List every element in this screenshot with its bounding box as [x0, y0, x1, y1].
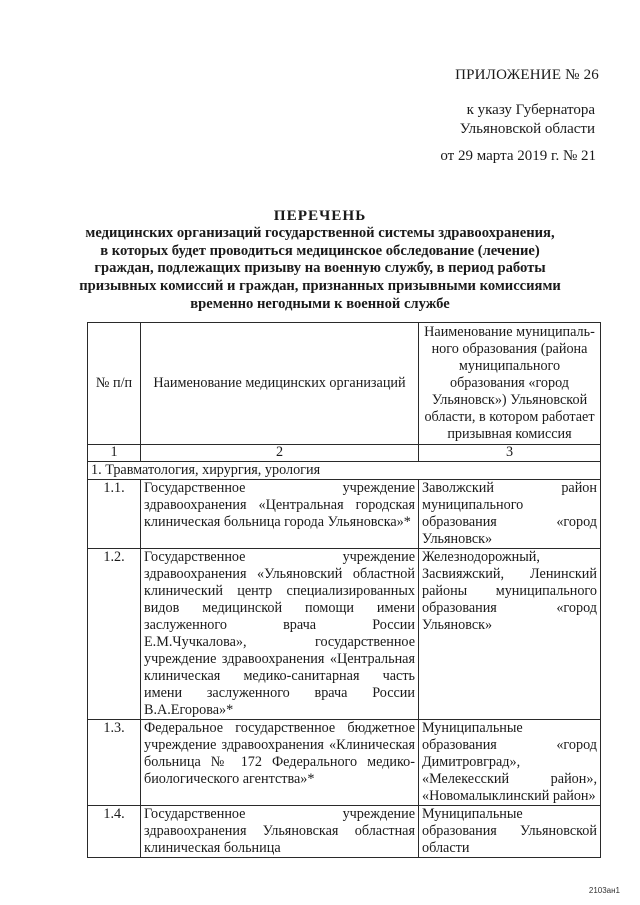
header-municipality: Наименование муниципаль-ного образования (района муниципального образования «город Ульяновск») Ульяновской области, в котором работает призывная комиссия — [419, 323, 601, 445]
table-header-row — [88, 323, 601, 445]
row-index: 1.4. — [88, 806, 141, 858]
decree-date: от 29 марта 2019 г. № 21 — [440, 148, 596, 164]
document-code: 2103ан1 — [588, 886, 620, 895]
row-index: 1.2. — [88, 549, 141, 720]
municipality-name: Заволжский район муниципального образования «город Ульяновск» — [419, 480, 601, 549]
title-line: в которых будет проводиться медицинское обследование (лечение) — [100, 242, 540, 259]
row-index: 1.3. — [88, 720, 141, 806]
title-line: медицинских организаций государственной системы здравоохранения, — [85, 224, 555, 241]
annex-label: ПРИЛОЖЕНИЕ № 26 — [455, 67, 599, 83]
table-row — [88, 480, 601, 549]
municipality-name: Муниципальные образования Ульяновской области — [419, 806, 601, 858]
title-line: призывных комиссий и граждан, признанных призывными комиссиями — [79, 278, 561, 295]
column-number: 2 — [141, 445, 419, 462]
decree-reference-line2: Ульяновской области — [459, 121, 595, 137]
organization-name: Государственное учреждение здравоохранения «Ульяновский областной клинический центр специализированных видов медицинской помощи имени заслуженного врача России Е.М.Чучкалова», государственное учреждение здравоохранения «Центральная клиническая медико-санитарная часть имени заслуженного врача России В.А.Егорова»* — [141, 549, 419, 720]
organization-name: Федеральное государственное бюджетное учреждение здравоохранения «Клиническая больница № 172 Федерального медико-биологического агентства»* — [141, 720, 419, 806]
table-row — [88, 549, 601, 720]
section-row — [88, 462, 601, 480]
row-index: 1.1. — [88, 480, 141, 549]
column-numbers-row — [88, 445, 601, 462]
header-organization: Наименование медицинских организаций — [141, 323, 419, 445]
table-row — [88, 806, 601, 858]
organizations-table — [87, 322, 601, 858]
organization-name: Государственное учреждение здравоохранения Ульяновская областная клиническая больница — [141, 806, 419, 858]
title-line: граждан, подлежащих призыву на военную службу, в период работы — [94, 260, 546, 277]
municipality-name: Муниципальные образования «город Димитровград», «Мелекесский район», «Новомалыклинский район» — [419, 720, 601, 806]
column-number: 3 — [419, 445, 601, 462]
page-title: ПЕРЕЧЕНЬ — [273, 207, 367, 224]
header-number: № п/п — [88, 323, 141, 445]
decree-reference-line1: к указу Губернатора — [466, 102, 595, 118]
organization-name: Государственное учреждение здравоохранения «Центральная городская клиническая больница города Ульяновска»* — [141, 480, 419, 549]
document-title — [64, 207, 576, 314]
table-row — [88, 720, 601, 806]
municipality-name: Железнодорожный, Засвияжский, Ленинский районы муниципального образования «город Ульяновск» — [419, 549, 601, 720]
column-number: 1 — [88, 445, 141, 462]
section-title: 1. Травматология, хирургия, урология — [88, 462, 601, 480]
title-line: временно негодными к военной службе — [190, 295, 450, 312]
